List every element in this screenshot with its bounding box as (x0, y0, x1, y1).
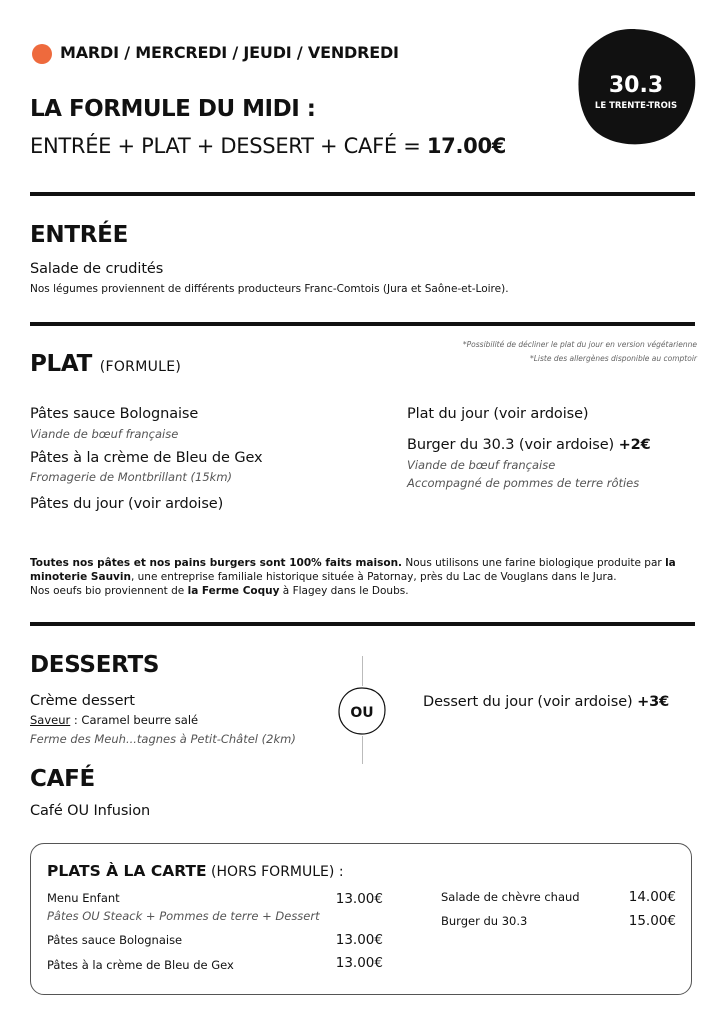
or-label: OU (350, 705, 374, 721)
logo-name: LE TRENTE-TROIS (594, 101, 678, 111)
dessert-flavor (30, 713, 198, 727)
veg-note: *Possibilité de décliner le plat du jour en version végétarienne (462, 340, 697, 349)
flavor-value: : Caramel beurre salé (70, 713, 199, 727)
or-badge (337, 686, 387, 736)
info-text: Nous utilisons une farine biologique produite par (402, 557, 666, 569)
dessert-farm: Ferme des Meuh...tagnes à Petit-Châtel (2km) (30, 732, 296, 746)
days-label: MARDI / MERCREDI / JEUDI / VENDREDI (60, 43, 399, 62)
info-bold: la minoterie Sauvin (30, 557, 676, 583)
allergen-note: *Liste des allergènes disponible au comptoir (529, 354, 697, 363)
orange-dot-icon (32, 44, 52, 64)
formula-title: LA FORMULE DU MIDI : (30, 96, 316, 122)
burger-sub: Accompagné de pommes de terre rôties (407, 476, 640, 490)
burger-item (407, 437, 651, 453)
formula-price: 17.00€ (426, 134, 507, 158)
flavor-label: Saveur (30, 713, 71, 727)
formula-text: ENTRÉE + PLAT + DESSERT + CAFÉ = (30, 134, 427, 158)
entree-item: Salade de crudités (30, 261, 164, 277)
logo-number: 30.3 (608, 73, 664, 98)
burger-extra: +2€ (618, 437, 651, 453)
plat-title-text: PLAT (30, 351, 93, 377)
burger-name: Burger du 30.3 (voir ardoise) (407, 437, 619, 453)
logo (575, 26, 697, 148)
dessert-extra: +3€ (637, 694, 670, 710)
info-text: , une entreprise familiale historique située à Patornay, près du Lac de Vouglans dans le Jura. (130, 571, 617, 583)
carte-price: 14.00€ (628, 889, 676, 905)
cafe-title: CAFÉ (30, 766, 95, 792)
plat-item-sub: Fromagerie de Montbrillant (15km) (30, 470, 233, 484)
dessert-item: Crème dessert (30, 693, 135, 709)
separator-line (362, 656, 363, 686)
carte-item: Salade de chèvre chaud (441, 890, 580, 904)
info-text: Nos oeufs bio proviennent de (30, 585, 188, 597)
carte-item-sub: Pâtes OU Steack + Pommes de terre + Dessert (47, 909, 320, 923)
carte-item: Pâtes sauce Bolognaise (47, 933, 183, 947)
dessert-du-jour-name: Dessert du jour (voir ardoise) (423, 694, 638, 710)
info-paragraph (30, 556, 710, 598)
desserts-title: DESSERTS (30, 652, 160, 678)
divider (30, 622, 695, 626)
carte-price: 13.00€ (335, 955, 383, 971)
plat-item: Pâtes sauce Bolognaise (30, 406, 199, 422)
entree-title: ENTRÉE (30, 222, 128, 248)
info-bold: la Ferme Coquy (187, 585, 280, 597)
carte-price: 13.00€ (335, 932, 383, 948)
divider (30, 192, 695, 196)
carte-title-text: PLATS À LA CARTE (47, 862, 207, 880)
carte-item: Pâtes à la crème de Bleu de Gex (47, 958, 234, 972)
plat-item: Pâtes du jour (voir ardoise) (30, 496, 224, 512)
formula-line (30, 134, 506, 158)
burger-sub: Viande de bœuf française (407, 458, 556, 472)
plat-title (30, 351, 181, 377)
carte-item: Menu Enfant (47, 891, 120, 905)
divider (30, 322, 695, 326)
cafe-item: Café OU Infusion (30, 803, 151, 819)
carte-price: 13.00€ (335, 891, 383, 907)
plat-du-jour: Plat du jour (voir ardoise) (407, 406, 589, 422)
separator-line (362, 736, 363, 764)
plat-item: Pâtes à la crème de Bleu de Gex (30, 450, 263, 466)
carte-title (47, 862, 344, 880)
carte-subtitle: (HORS FORMULE) : (206, 864, 344, 880)
dessert-du-jour (423, 694, 669, 710)
plat-subtitle: (FORMULE) (99, 359, 182, 375)
info-bold: Toutes nos pâtes et nos pains burgers sont 100% faits maison. (30, 557, 403, 569)
entree-desc: Nos légumes proviennent de différents producteurs Franc-Comtois (Jura et Saône-et-Loire). (30, 283, 509, 295)
carte-item: Burger du 30.3 (441, 914, 528, 928)
plat-item-sub: Viande de bœuf française (30, 427, 179, 441)
carte-price: 15.00€ (628, 913, 676, 929)
info-text: à Flagey dans le Doubs. (279, 585, 409, 597)
